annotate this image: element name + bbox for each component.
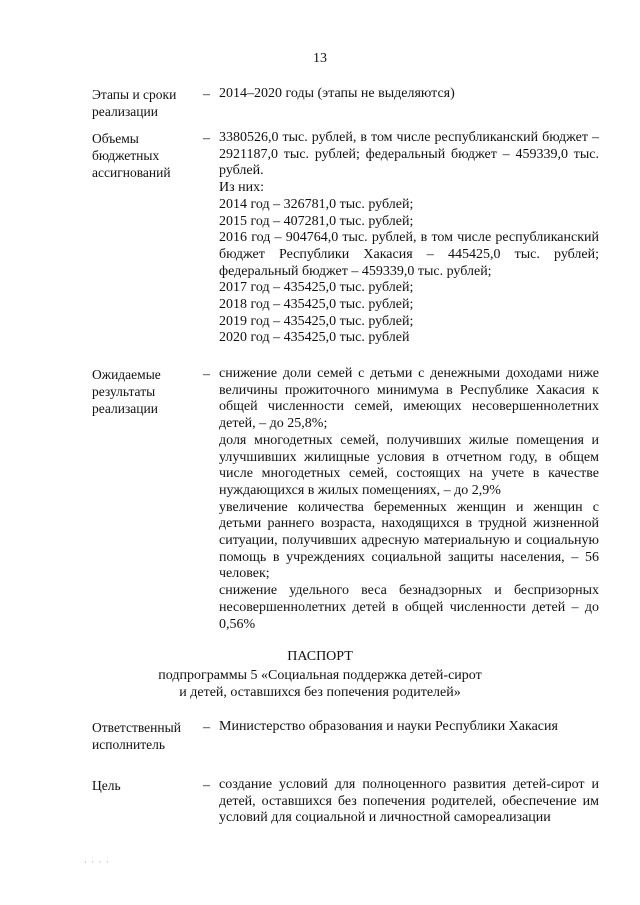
page-number: 13 [313, 51, 327, 66]
result-paragraph: доля многодетных семей, получивших жилые помещения и улучшивших жилищные условия в отчетном году, в общем числе многодетных семей, состоящих на учете в качестве нуждающихся в жилых помещениях, – до 2,9% [219, 432, 599, 498]
label-line: Ответственный [92, 720, 181, 735]
scan-specks: · · · · [84, 857, 110, 867]
label-stages [92, 86, 197, 120]
label-budget [92, 130, 197, 181]
budget-summary-line: 2921187,0 тыс. рублей; федеральный бюджет – 459339,0 тыс. [219, 146, 599, 162]
label-line: ассигнований [92, 165, 171, 180]
label-responsible [92, 719, 197, 753]
label-line: Цель [92, 778, 121, 793]
passport-subtitle [0, 667, 640, 701]
passport-subtitle-line: и детей, оставшихся без попечения родителей» [179, 685, 461, 700]
passport-title: ПАСПОРТ [287, 649, 353, 664]
value-results [219, 366, 599, 633]
budget-year-line: 2018 год – 435425,0 тыс. рублей; [219, 297, 414, 313]
passport-subtitle-line: подпрограммы 5 «Социальная поддержка детей-сирот [158, 668, 482, 683]
budget-of-which: Из них: [219, 180, 265, 196]
budget-year-line: 2017 год – 435425,0 тыс. рублей; [219, 280, 414, 296]
label-line: бюджетных [92, 148, 160, 163]
budget-year-line: 2019 год – 435425,0 тыс. рублей; [219, 313, 414, 329]
label-line: результаты [92, 384, 156, 399]
budget-year-line: бюджет Республики Хакасия – 445425,0 тыс. рублей; [219, 246, 599, 262]
budget-year-line: 2020 год – 435425,0 тыс. рублей [219, 330, 410, 346]
value-goal: создание условий для полноценного развития детей-сирот и детей, оставшихся без попечения родителей, обеспечение им условий для социальной и личностной самореализации [219, 777, 599, 826]
label-goal [92, 777, 197, 794]
result-paragraph: увеличение количества беременных женщин и женщин с детьми раннего возраста, находящихся в трудной жизненной ситуации, получивших адресную материальную и социальную помощь в учреждениях социальной защиты населения, – 56 человек; [219, 499, 599, 582]
label-line: Ожидаемые [92, 367, 161, 382]
label-line: реализации [92, 401, 158, 416]
budget-year-line: 2014 год – 326781,0 тыс. рублей; [219, 196, 414, 212]
value-stages: 2014–2020 годы (этапы не выделяются) [219, 86, 455, 101]
budget-year-line: 2015 год – 407281,0 тыс. рублей; [219, 213, 414, 229]
budget-summary-line: 3380526,0 тыс. рублей, в том числе республиканский бюджет – [219, 130, 599, 145]
budget-summary-line: рублей. [219, 163, 264, 179]
dash: – [203, 720, 210, 735]
label-line: исполнитель [92, 737, 165, 752]
label-line: Этапы и сроки [92, 87, 177, 102]
label-line: Объемы [92, 131, 139, 146]
dash: – [203, 778, 210, 793]
label-line: реализации [92, 104, 158, 119]
budget-year-line: федеральный бюджет – 459339,0 тыс. рублей; [219, 263, 492, 279]
budget-year-line: 2016 год – 904764,0 тыс. рублей, в том числе республиканский [219, 230, 599, 246]
value-responsible: Министерство образования и науки Республики Хакасия [219, 719, 558, 734]
dash: – [203, 87, 210, 102]
value-budget [219, 130, 599, 347]
label-results [92, 366, 197, 417]
dash: – [203, 367, 210, 382]
dash: – [203, 131, 210, 146]
result-paragraph: снижение удельного веса безнадзорных и беспризорных несовершеннолетних детей в общей численности детей – до 0,56% [219, 583, 599, 632]
result-paragraph: снижение доли семей с детьми с денежными доходами ниже величины прожиточного минимума в Республике Хакасия к общей численности семей, имеющих несовершеннолетних детей, – до 25,8%; [219, 366, 599, 432]
